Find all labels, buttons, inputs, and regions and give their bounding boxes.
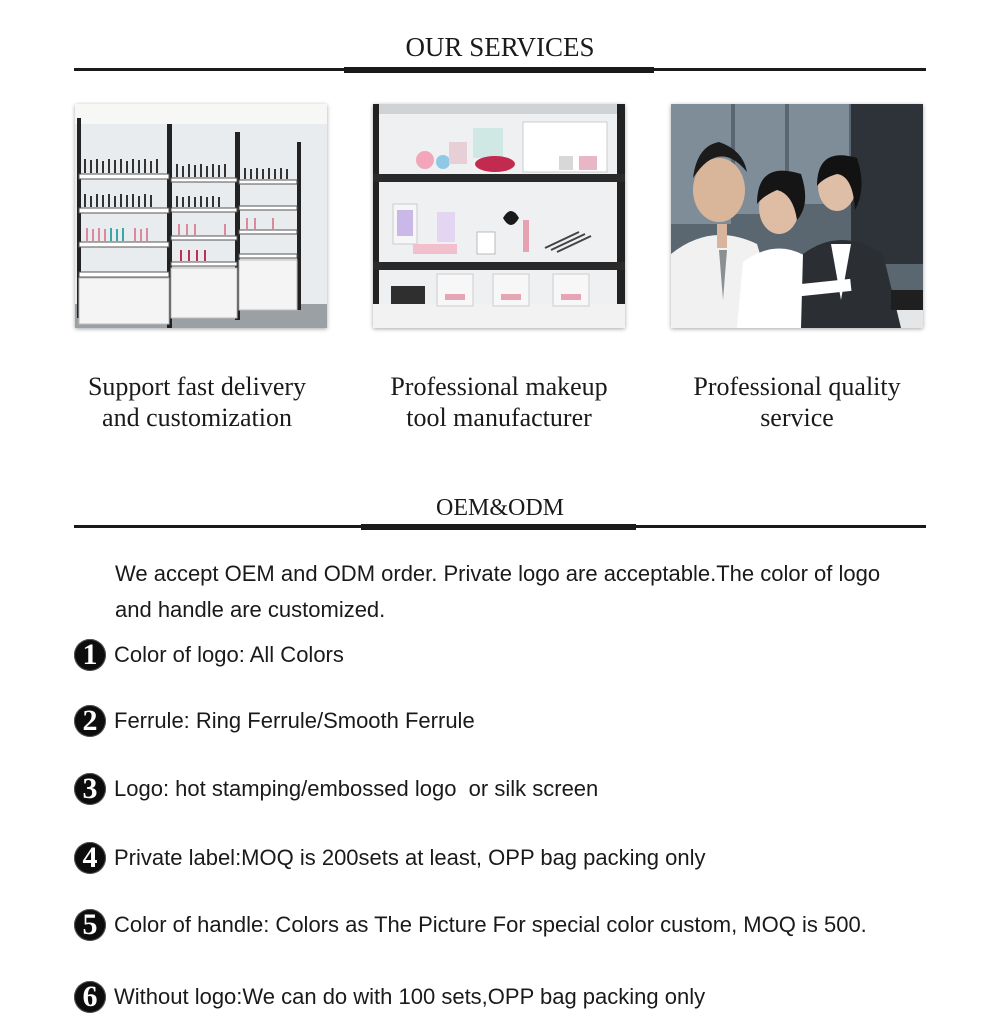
number-6-icon: 6 [74, 981, 106, 1013]
number-3-icon: 3 [74, 773, 106, 805]
services-rule-accent [344, 67, 654, 73]
oem-item [74, 907, 867, 943]
caption-line: tool manufacturer [406, 403, 592, 432]
number-4-icon: 4 [74, 842, 106, 874]
caption-line: service [760, 403, 834, 432]
oem-item-text: Without logo:We can do with 100 sets,OPP bag packing only [114, 984, 706, 1009]
caption-fast-delivery [47, 371, 347, 433]
oem-item [74, 840, 705, 876]
oem-item-text: Logo: hot stamping/embossed logo or silk screen [114, 776, 599, 801]
number-1-icon: 1 [74, 639, 106, 671]
services-title: OUR SERVICES [405, 32, 595, 62]
oem-item-text: Color of logo: All Colors [114, 642, 344, 667]
oem-intro-text: We accept OEM and ODM order. Private logo are acceptable.The color of logo and handle are customized. [115, 561, 881, 622]
caption-line: Professional makeup [390, 372, 608, 401]
showroom-shelves-photo [75, 104, 327, 328]
number-2-icon: 2 [74, 705, 106, 737]
caption-line: Professional quality [693, 372, 901, 401]
caption-manufacturer [349, 371, 649, 433]
oem-rule-accent [361, 524, 636, 530]
oem-title: OEM&ODM [435, 495, 564, 521]
caption-quality-service [647, 371, 947, 433]
oem-item [74, 703, 475, 739]
caption-line: and customization [102, 403, 292, 432]
business-team-photo [671, 104, 923, 328]
caption-line: Support fast delivery [87, 372, 307, 401]
number-5-icon: 5 [74, 909, 106, 941]
makeup-tools-display-photo [373, 104, 625, 328]
oem-item-text: Private label:MOQ is 200sets at least, OPP bag packing only [114, 845, 706, 870]
oem-item [74, 771, 598, 807]
oem-item-text: Ferrule: Ring Ferrule/Smooth Ferrule [114, 708, 475, 733]
oem-item [74, 979, 705, 1015]
oem-item-text: Color of handle: Colors as The Picture For special color custom, MOQ is 500. [114, 912, 867, 937]
oem-item [74, 637, 344, 673]
